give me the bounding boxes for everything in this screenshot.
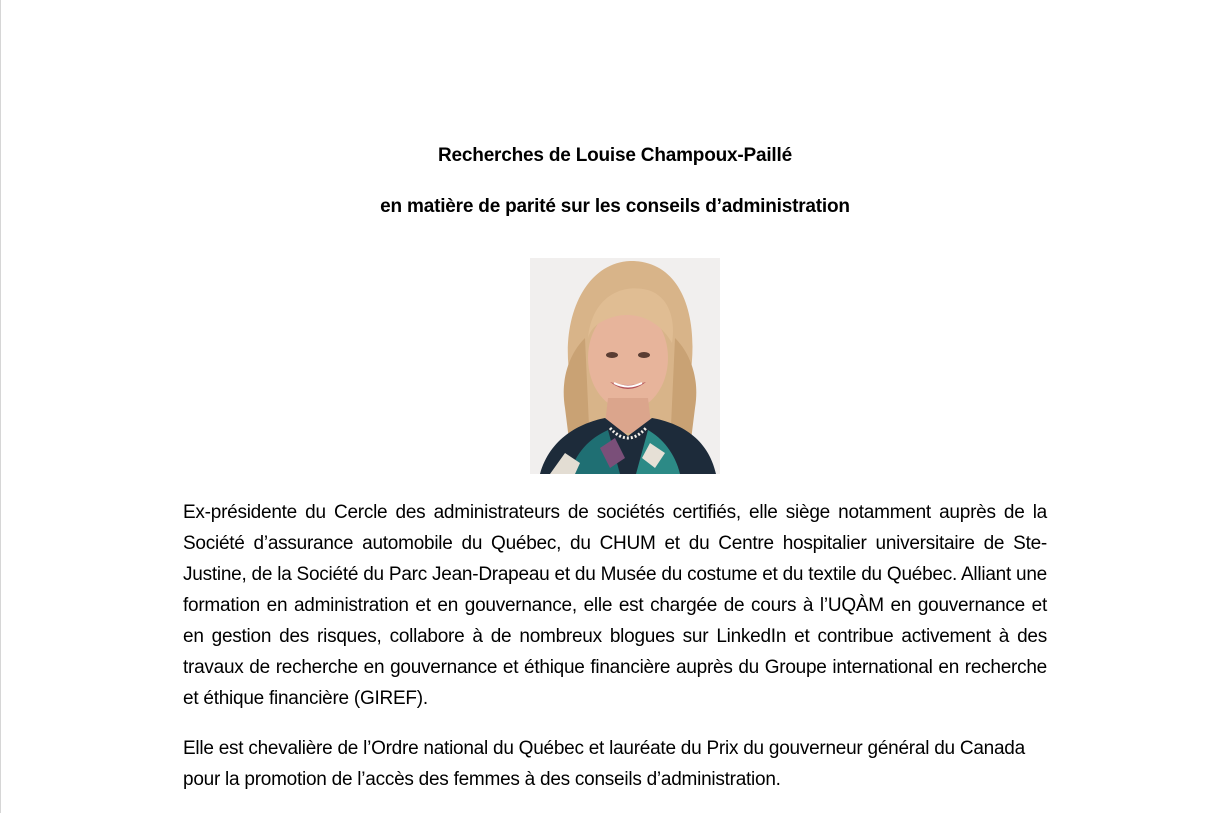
page-title: Recherches de Louise Champoux-Paillé bbox=[438, 145, 792, 166]
paragraph-honours: Elle est chevalière de l’Ordre national du Québec et lauréate du Prix du gouverneur général du Canada pour la promotion de l’accès des femmes à des conseils d’administration. bbox=[183, 738, 1025, 790]
paragraph-biography: Ex-présidente du Cercle des administrateurs de sociétés certifiés, elle siège notamment auprès de la Société d’assurance automobile du Québec, du CHUM et du Centre hospitalier universitaire de Ste-Justine, de la Société du Parc Jean-Drapeau et du Musée du costume et du textile du Québec. Alliant une formation en administration et en gouvernance, elle est chargée de cours à l’UQÀM en gouvernance et en gestion des risques, collabore à de nombreux blogues sur LinkedIn et contribue activement à des travaux de recherche en gouvernance et éthique financière auprès du Groupe international en recherche et éthique financière (GIREF). bbox=[183, 502, 1047, 709]
portrait-photo bbox=[530, 258, 720, 474]
page-subtitle: en matière de parité sur les conseils d’administration bbox=[380, 196, 850, 217]
